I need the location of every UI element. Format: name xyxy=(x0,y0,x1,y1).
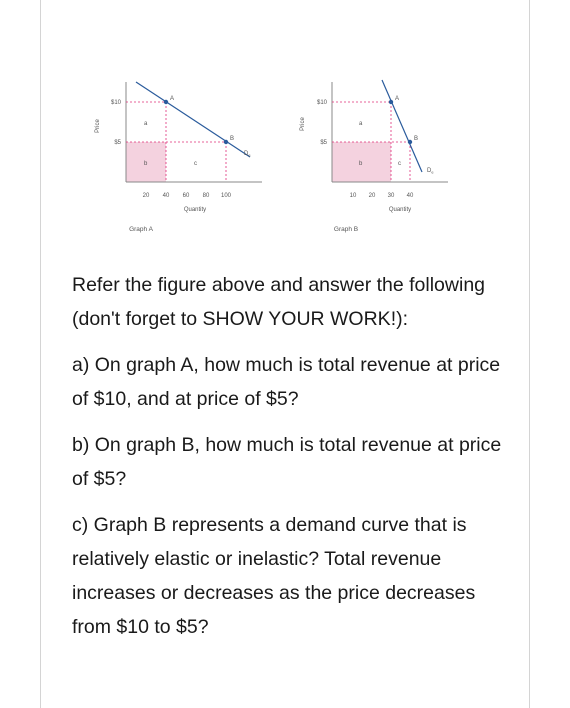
question-intro: Refer the figure above and answer the following (don't forget to SHOW YOUR WORK!): xyxy=(72,274,486,330)
question-part-a: a) On graph A, how much is total revenue at price of $10, and at price of $5? xyxy=(72,354,501,410)
graph-a-point-b-label: B xyxy=(230,136,235,142)
graph-a-x-tick-20: 20 xyxy=(142,193,150,199)
graph-a-x-tick-100: 100 xyxy=(220,193,232,199)
graph-a xyxy=(95,82,262,233)
graph-a-point-a-label: A xyxy=(170,96,175,102)
graph-a-region-a-label: a xyxy=(144,121,148,127)
graph-b-point-b xyxy=(408,140,412,144)
graph-a-curve-label: $D_e$ xyxy=(244,151,251,158)
demand-graphs-figure xyxy=(0,0,570,260)
graph-b-x-tick-40: 40 xyxy=(406,193,414,199)
graph-a-x-tick-60: 60 xyxy=(182,193,190,199)
graph-b-x-tick-30: 30 xyxy=(387,193,395,199)
graph-a-point-a xyxy=(164,100,168,104)
graph-b-region-a-label: a xyxy=(359,121,363,127)
graph-b-region-b-label: b xyxy=(359,161,363,167)
graph-b-y-tick-10: $10 xyxy=(316,100,327,106)
graph-a-x-tick-80: 80 xyxy=(202,193,210,199)
graph-a-region-b-label: b xyxy=(144,161,148,167)
graph-b-x-tick-20: 20 xyxy=(368,193,376,199)
graph-b xyxy=(300,80,448,233)
graph-b-curve-label: $D_e$ xyxy=(427,168,434,175)
question-part-c: c) Graph B represents a demand curve that is relatively elastic or inelastic? Total revenue increases or decreases as the price decreases from $10 to $5? xyxy=(72,514,476,638)
graph-a-y-tick-5: $5 xyxy=(114,140,121,146)
graph-a-y-tick-10: $10 xyxy=(110,100,121,106)
graph-b-region-c-label: c xyxy=(398,161,401,167)
graph-b-point-a xyxy=(389,100,393,104)
graph-b-x-tick-10: 10 xyxy=(349,193,357,199)
graph-a-caption: Graph A xyxy=(129,226,153,233)
graph-b-y-axis-label: Price xyxy=(300,117,306,131)
graph-a-x-axis-label: Quantity xyxy=(183,207,207,213)
graph-a-y-axis-label: Price xyxy=(95,119,101,133)
graph-b-point-a-label: A xyxy=(395,96,400,102)
graph-a-point-b xyxy=(224,140,228,144)
graph-a-x-tick-40: 40 xyxy=(162,193,170,199)
graph-b-caption: Graph B xyxy=(333,226,359,233)
graph-b-y-tick-5: $5 xyxy=(320,140,327,146)
question-text xyxy=(72,268,512,656)
graph-b-point-b-label: B xyxy=(414,136,419,142)
graph-a-region-c-label: c xyxy=(194,161,197,167)
graph-b-x-axis-label: Quantity xyxy=(388,207,412,213)
question-part-b: b) On graph B, how much is total revenue at price of $5? xyxy=(72,434,502,490)
